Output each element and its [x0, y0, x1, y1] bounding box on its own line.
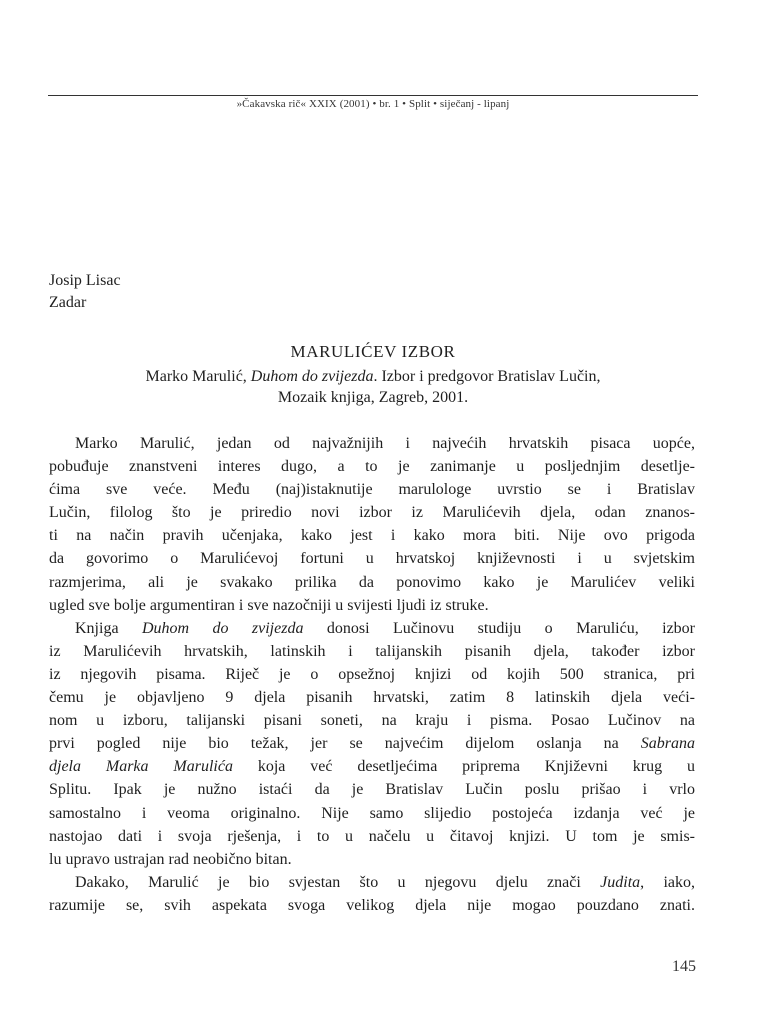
body-line: da govorimo o Marulićevoj fortuni u hrvatskoj književnosti i u svjetskim: [49, 550, 695, 568]
body-line: Knjiga Duhom do zvijezda donosi Lučinovu studiju o Maruliću, izbor: [75, 619, 695, 637]
subtitle-line: Marko Marulić, Duhom do zvijezda. Izbor i predgovor Bratislav Lučin,: [145, 368, 601, 385]
body-line: iz Marulićevih hrvatskih, latinskih i talijanskih pisanih djela, također izbor: [49, 642, 695, 660]
body-line: samostalno i veoma originalno. Nije samo slijedio postojeća izdanja već je: [49, 804, 695, 822]
body-line: Splitu. Ipak je nužno istaći da je Bratislav Lučin poslu prišao i vrlo: [49, 781, 695, 799]
subtitle-line: Mozaik knjiga, Zagreb, 2001.: [277, 389, 469, 406]
body-line: Marko Marulić, jedan od najvažnijih i najvećih hrvatskih pisaca uopće,: [75, 435, 695, 452]
body-line: razumije se, svih aspekata svoga velikog djela nije mogao pouzdano znati.: [49, 896, 695, 914]
body-line: čemu je objavljeno 9 djela pisanih hrvatski, zatim 8 latinskih djela veći-: [49, 689, 695, 707]
journal-header: »Čakavska rič« XXIX (2001) • br. 1 • Split • siječanj - lipanj: [236, 98, 510, 110]
body-line: prvi pogled nije bio težak, jer se najvećim dijelom oslanja na Sabrana: [49, 735, 695, 753]
author-city: Zadar: [49, 294, 87, 311]
body-line: ti na način pravih učenjaka, kako jest i kako mora biti. Nije ovo prigoda: [49, 527, 695, 545]
body-line: Lučin, filolog što je priredio novi izbor iz Marulićevih djela, odan znanos-: [49, 504, 695, 522]
article-body: [49, 432, 695, 917]
body-line: djela Marka Marulića koja već desetljećima priprema Književni krug u: [49, 758, 695, 776]
body-line: nom u izboru, talijanski pisani soneti, na kraju i pisma. Posao Lučinov na: [49, 712, 695, 730]
author-block: [49, 270, 121, 314]
body-line: razmjerima, ali je svakako prilika da ponovimo kako je Marulićev veliki: [49, 573, 695, 591]
article-subtitle: [48, 366, 698, 408]
body-line: ćima sve veće. Među (naj)istaknutije marulologe uvrstio se i Bratislav: [49, 481, 695, 499]
page-number: 145: [672, 958, 696, 975]
header-rule: [48, 95, 698, 96]
body-line: Dakako, Marulić je bio svjestan što u njegovu djelu znači Judita, iako,: [75, 873, 695, 891]
author-name: Josip Lisac: [49, 272, 121, 289]
body-line: pobuđuje znanstveni interes dugo, a to je zanimanje u posljednjim desetlje-: [49, 458, 695, 476]
article-title: MARULIĆEV IZBOR: [290, 342, 456, 361]
body-line: iz njegovih pisama. Riječ je o opsežnoj knjizi od kojih 500 stranica, pri: [49, 665, 695, 683]
body-line: lu upravo ustrajan rad neobično bitan.: [49, 850, 292, 868]
body-line: ugled sve bolje argumentiran i sve nazočniji u svijesti ljudi iz struke.: [49, 596, 489, 614]
body-line: nastojao dati i svoja rješenja, i to u načelu u čitavoj knjizi. U tom je smis-: [49, 827, 695, 845]
